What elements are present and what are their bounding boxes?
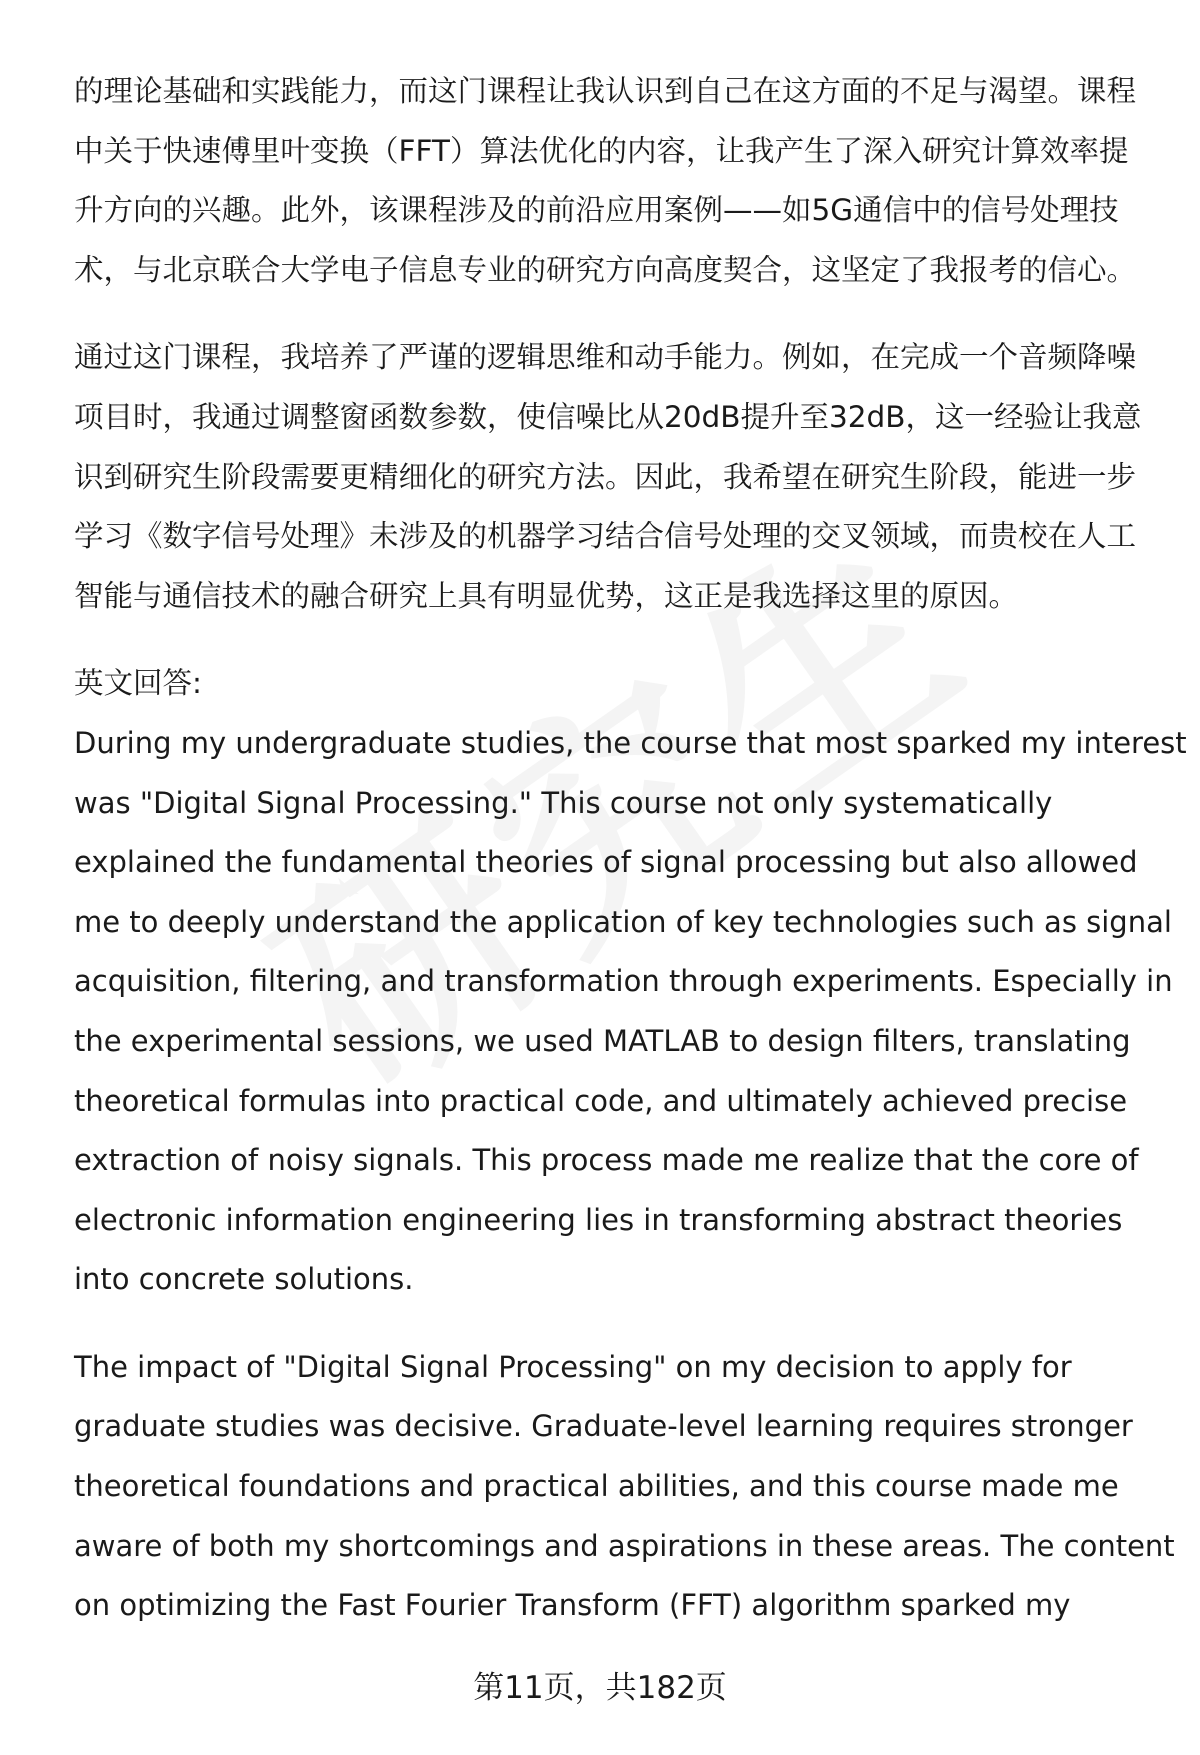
text-line: 中关于快速傅里叶变换（FFT）算法优化的内容，让我产生了深入研究计算效率提 — [74, 133, 1129, 168]
text-line: 术，与北京联合大学电子信息专业的研究方向高度契合，这坚定了我报考的信心。 — [74, 252, 1137, 287]
english-answer-heading — [74, 654, 1164, 714]
text-line: The impact of "Digital Signal Processing" on my decision to apply for — [74, 1349, 1072, 1384]
text-line: 的理论基础和实践能力，而这门课程让我认识到自己在这方面的不足与渴望。课程 — [74, 74, 1137, 108]
text-line: explained the fundamental theories of signal processing but also allowed — [74, 845, 1138, 880]
text-line: electronic information engineering lies in transforming abstract theories — [74, 1202, 1123, 1237]
page-body — [74, 62, 1187, 1664]
english-paragraph-2 — [74, 1338, 1175, 1636]
text-line: 项目时，我通过调整窗函数参数，使信噪比从20dB提升至32dB，这一经验让我意 — [74, 399, 1142, 434]
text-line: acquisition, filtering, and transformation through experiments. Especially in — [74, 964, 1173, 999]
text-line: 通过这门课程，我培养了严谨的逻辑思维和动手能力。例如，在完成一个音频降噪 — [74, 340, 1137, 375]
text-line: 学习《数字信号处理》未涉及的机器学习结合信号处理的交叉领域，而贵校在人工 — [74, 519, 1137, 554]
text-line: 智能与通信技术的融合研究上具有明显优势，这正是我选择这里的原因。 — [74, 578, 1019, 613]
text-line: on optimizing the Fast Fourier Transform (FFT) algorithm sparked my — [74, 1588, 1071, 1623]
english-paragraph-1 — [74, 714, 1187, 1310]
page-number-footer: 第11页，共182页 — [473, 1670, 727, 1706]
text-line: into concrete solutions. — [74, 1262, 414, 1297]
text-line: graduate studies was decisive. Graduate-level learning requires stronger — [74, 1409, 1133, 1444]
text-line: was "Digital Signal Processing." This course not only systematically — [74, 785, 1053, 820]
text-line: aware of both my shortcomings and aspirations in these areas. The content — [74, 1528, 1175, 1563]
text-line: 升方向的兴趣。此外，该课程涉及的前沿应用案例——如5G通信中的信号处理技 — [74, 193, 1119, 228]
text-line: During my undergraduate studies, the course that most sparked my interest — [74, 725, 1187, 760]
heading-text: 英文回答: — [74, 666, 202, 701]
text-line: 识到研究生阶段需要更精细化的研究方法。因此，我希望在研究生阶段，能进一步 — [74, 459, 1137, 494]
text-line: extraction of noisy signals. This process made me realize that the core of — [74, 1143, 1139, 1178]
chinese-paragraph-1 — [74, 62, 1164, 300]
text-line: the experimental sessions, we used MATLAB to design filters, translating — [74, 1023, 1131, 1058]
chinese-paragraph-2 — [74, 328, 1164, 626]
text-line: me to deeply understand the application of key technologies such as signal — [74, 904, 1172, 939]
text-line: theoretical foundations and practical abilities, and this course made me — [74, 1469, 1119, 1504]
text-line: theoretical formulas into practical code, and ultimately achieved precise — [74, 1083, 1128, 1118]
